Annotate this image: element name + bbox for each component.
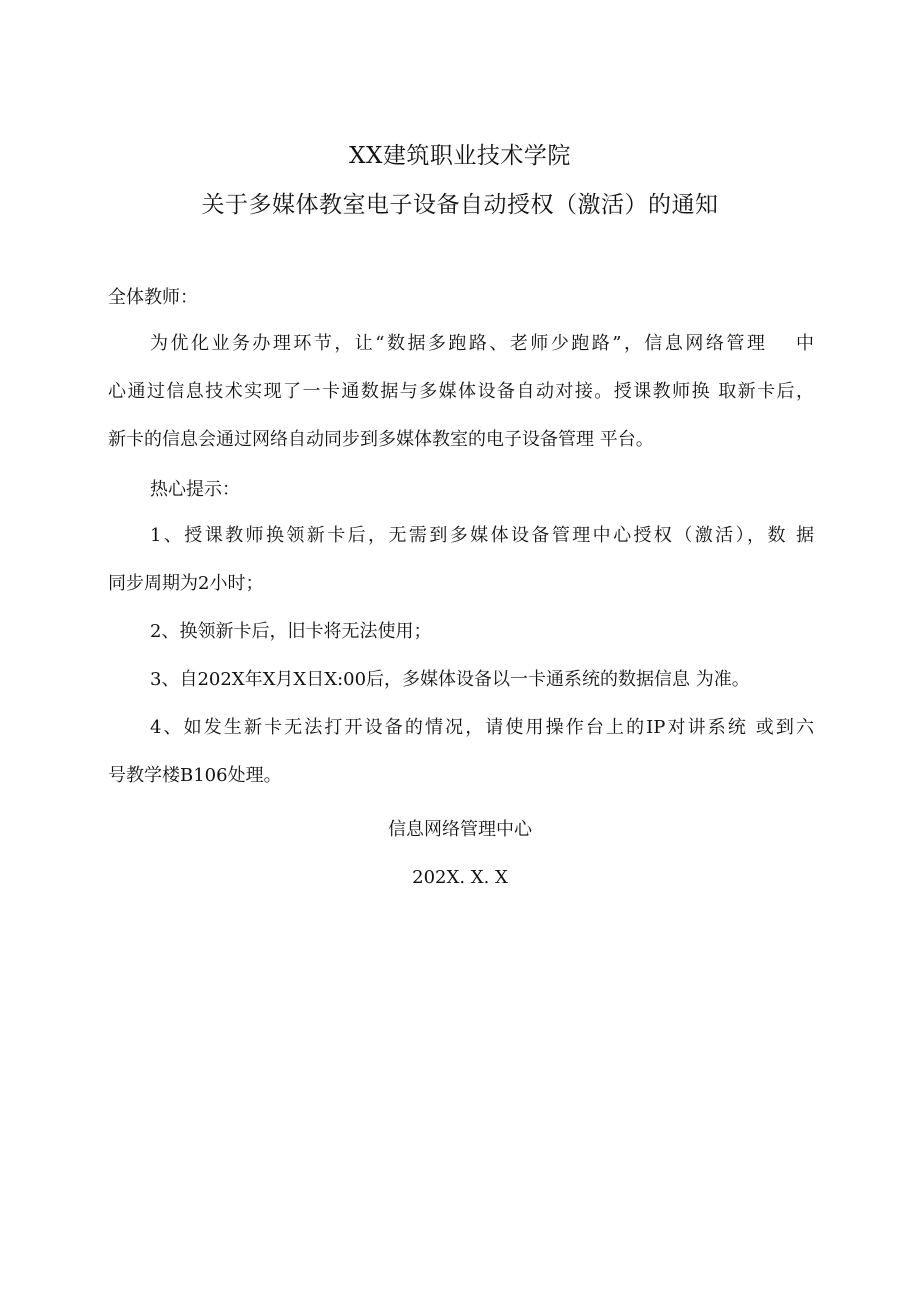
salutation: 全体教师： bbox=[108, 287, 198, 308]
tip4-line1: 4、如发生新卡无法打开设备的情况，请使用操作台上的IP对讲系统 或到六 bbox=[150, 717, 814, 738]
issue-date: 202X. X. X bbox=[412, 867, 508, 888]
tip1-line2: 同步周期为2小时； bbox=[108, 573, 264, 594]
tip4-line2: 号教学楼B106处理。 bbox=[108, 765, 282, 786]
paragraph1-line3: 新卡的信息会通过网络自动同步到多媒体教室的电子设备管理 平台。 bbox=[108, 429, 654, 450]
school-name: XX建筑职业技术学院 bbox=[349, 143, 571, 169]
tip2: 2、换领新卡后，旧卡将无法使用； bbox=[150, 621, 432, 642]
paragraph1-line1: 为优化业务办理环节，让“数据多跑路、老师少跑路”，信息网络管理 中 bbox=[150, 333, 814, 354]
paragraph1-line2: 心通过信息技术实现了一卡通数据与多媒体设备自动对接。授课教师换 取新卡后， bbox=[108, 381, 814, 402]
tip1-line1: 1、授课教师换领新卡后，无需到多媒体设备管理中心授权（激活），数 据 bbox=[150, 525, 814, 546]
notice-title: 关于多媒体教室电子设备自动授权（激活）的通知 bbox=[201, 192, 719, 218]
issuer: 信息网络管理中心 bbox=[388, 819, 532, 840]
tips-heading: 热心提示： bbox=[150, 479, 240, 500]
tip3: 3、自202X年X月X日X:00后，多媒体设备以一卡通系统的数据信息 为准。 bbox=[150, 669, 750, 690]
